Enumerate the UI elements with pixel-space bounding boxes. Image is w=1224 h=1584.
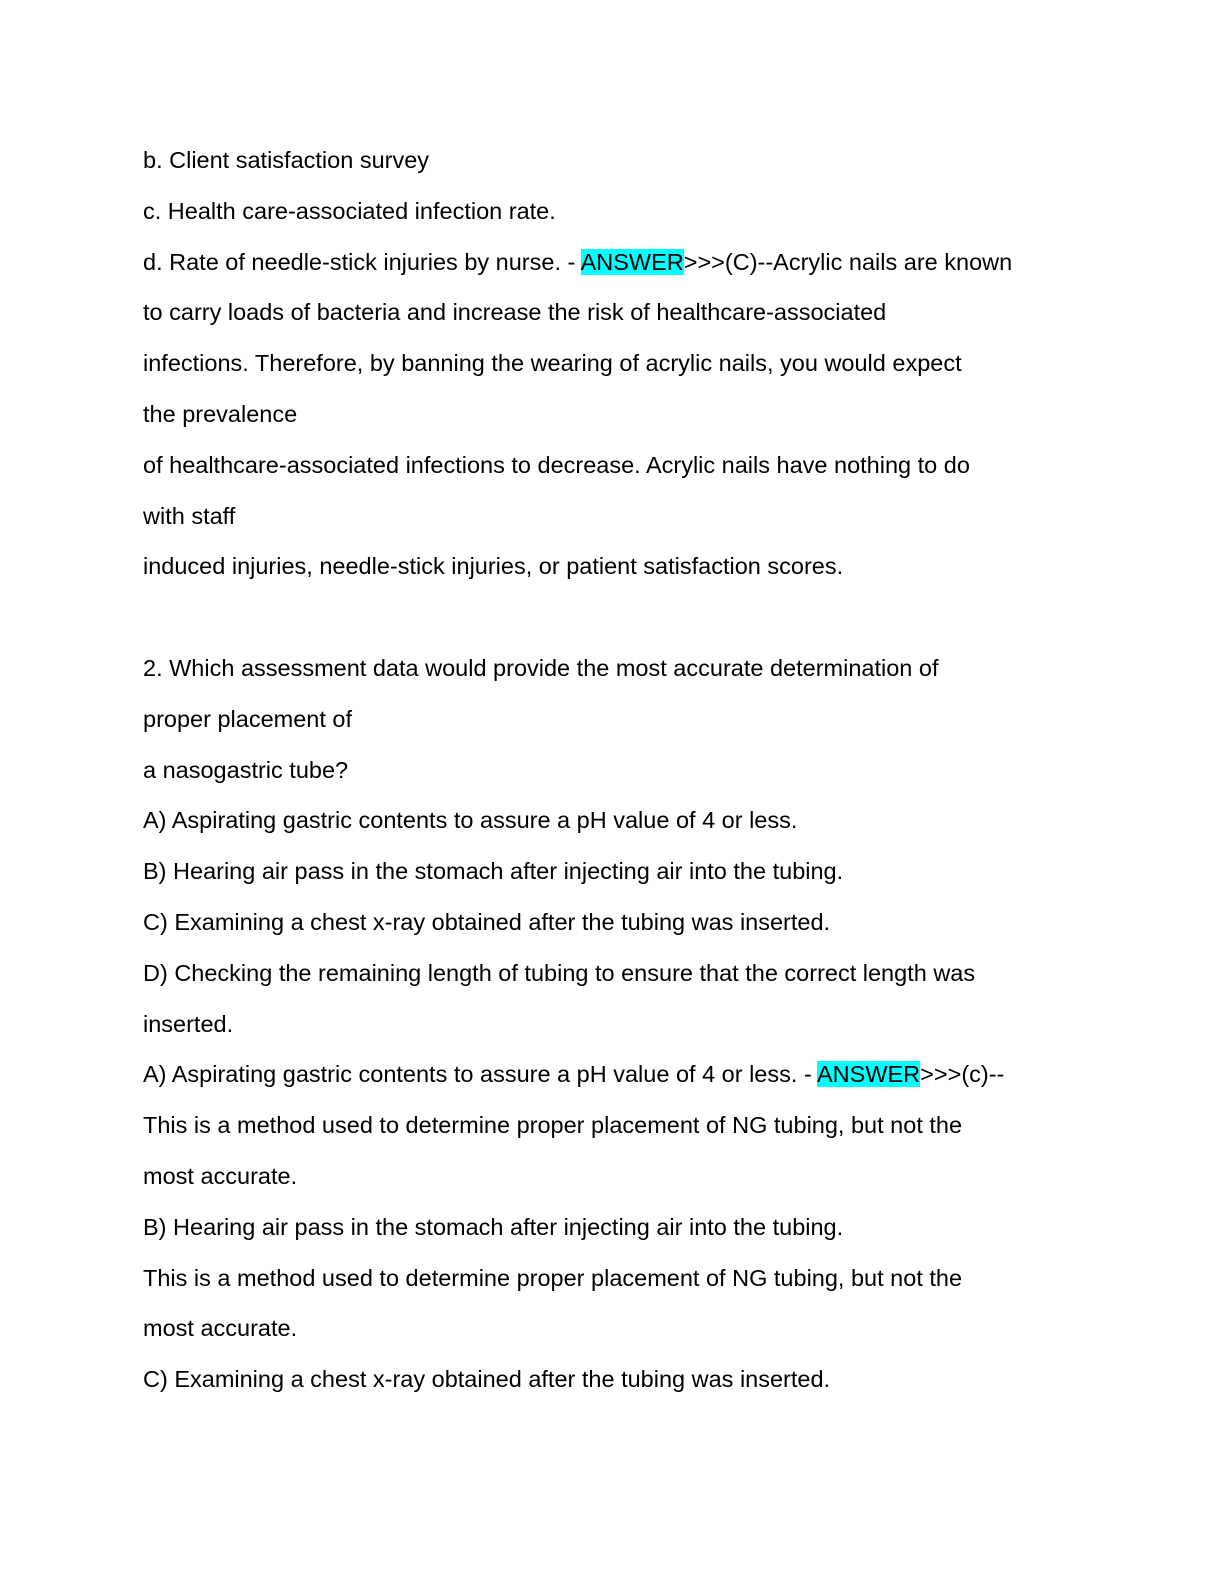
answer-line-1 bbox=[143, 237, 1083, 288]
document-body bbox=[143, 135, 1083, 1405]
explanation-line: most accurate. bbox=[143, 1315, 298, 1342]
explanation-line: infections. Therefore, by banning the wearing of acrylic nails, you would expect bbox=[143, 350, 962, 377]
answer-suffix: >>>(C)--Acrylic nails are known bbox=[683, 248, 1013, 275]
explanation-line: to carry loads of bacteria and increase the risk of healthcare-associated bbox=[143, 299, 887, 326]
option-c-line: C) Examining a chest x-ray obtained after the tubing was inserted. bbox=[143, 1366, 831, 1393]
explanation-line: induced injuries, needle-stick injuries, or patient satisfaction scores. bbox=[143, 553, 844, 580]
option-d-line: D) Checking the remaining length of tubing to ensure that the correct length was bbox=[143, 959, 976, 986]
option-a-line: A) Aspirating gastric contents to assure a pH value of 4 or less. bbox=[143, 807, 798, 834]
option-b-line: B) Hearing air pass in the stomach after injecting air into the tubing. bbox=[143, 1213, 844, 1240]
explanation-line: of healthcare-associated infections to decrease. Acrylic nails have nothing to do bbox=[143, 451, 970, 478]
paragraph-spacer bbox=[143, 592, 1083, 643]
option-c-line: C) Examining a chest x-ray obtained after the tubing was inserted. bbox=[143, 908, 831, 935]
explanation-line: the prevalence bbox=[143, 400, 298, 427]
question-line: 2. Which assessment data would provide the most accurate determination of bbox=[143, 654, 939, 681]
answer-prefix: A) Aspirating gastric contents to assure a pH value of 4 or less. - bbox=[143, 1061, 817, 1088]
explanation-line: This is a method used to determine proper placement of NG tubing, but not the bbox=[143, 1112, 963, 1139]
question-line: proper placement of bbox=[143, 705, 353, 732]
explanation-line: This is a method used to determine proper placement of NG tubing, but not the bbox=[143, 1264, 963, 1291]
option-b-line: B) Hearing air pass in the stomach after injecting air into the tubing. bbox=[143, 858, 844, 885]
explanation-line: with staff bbox=[143, 502, 236, 529]
answer-prefix: d. Rate of needle-stick injuries by nurse. - bbox=[143, 248, 581, 275]
answer-highlight: ANSWER bbox=[580, 248, 684, 275]
option-c-line: c. Health care-associated infection rate. bbox=[143, 197, 556, 224]
question-line: a nasogastric tube? bbox=[143, 756, 349, 783]
explanation-line: most accurate. bbox=[143, 1162, 298, 1189]
answer-highlight: ANSWER bbox=[817, 1061, 921, 1088]
answer-suffix: >>>(c)-- bbox=[920, 1061, 1005, 1088]
option-b-line: b. Client satisfaction survey bbox=[143, 147, 430, 173]
answer-line-2 bbox=[143, 1049, 1083, 1100]
option-d-line: inserted. bbox=[143, 1010, 234, 1037]
